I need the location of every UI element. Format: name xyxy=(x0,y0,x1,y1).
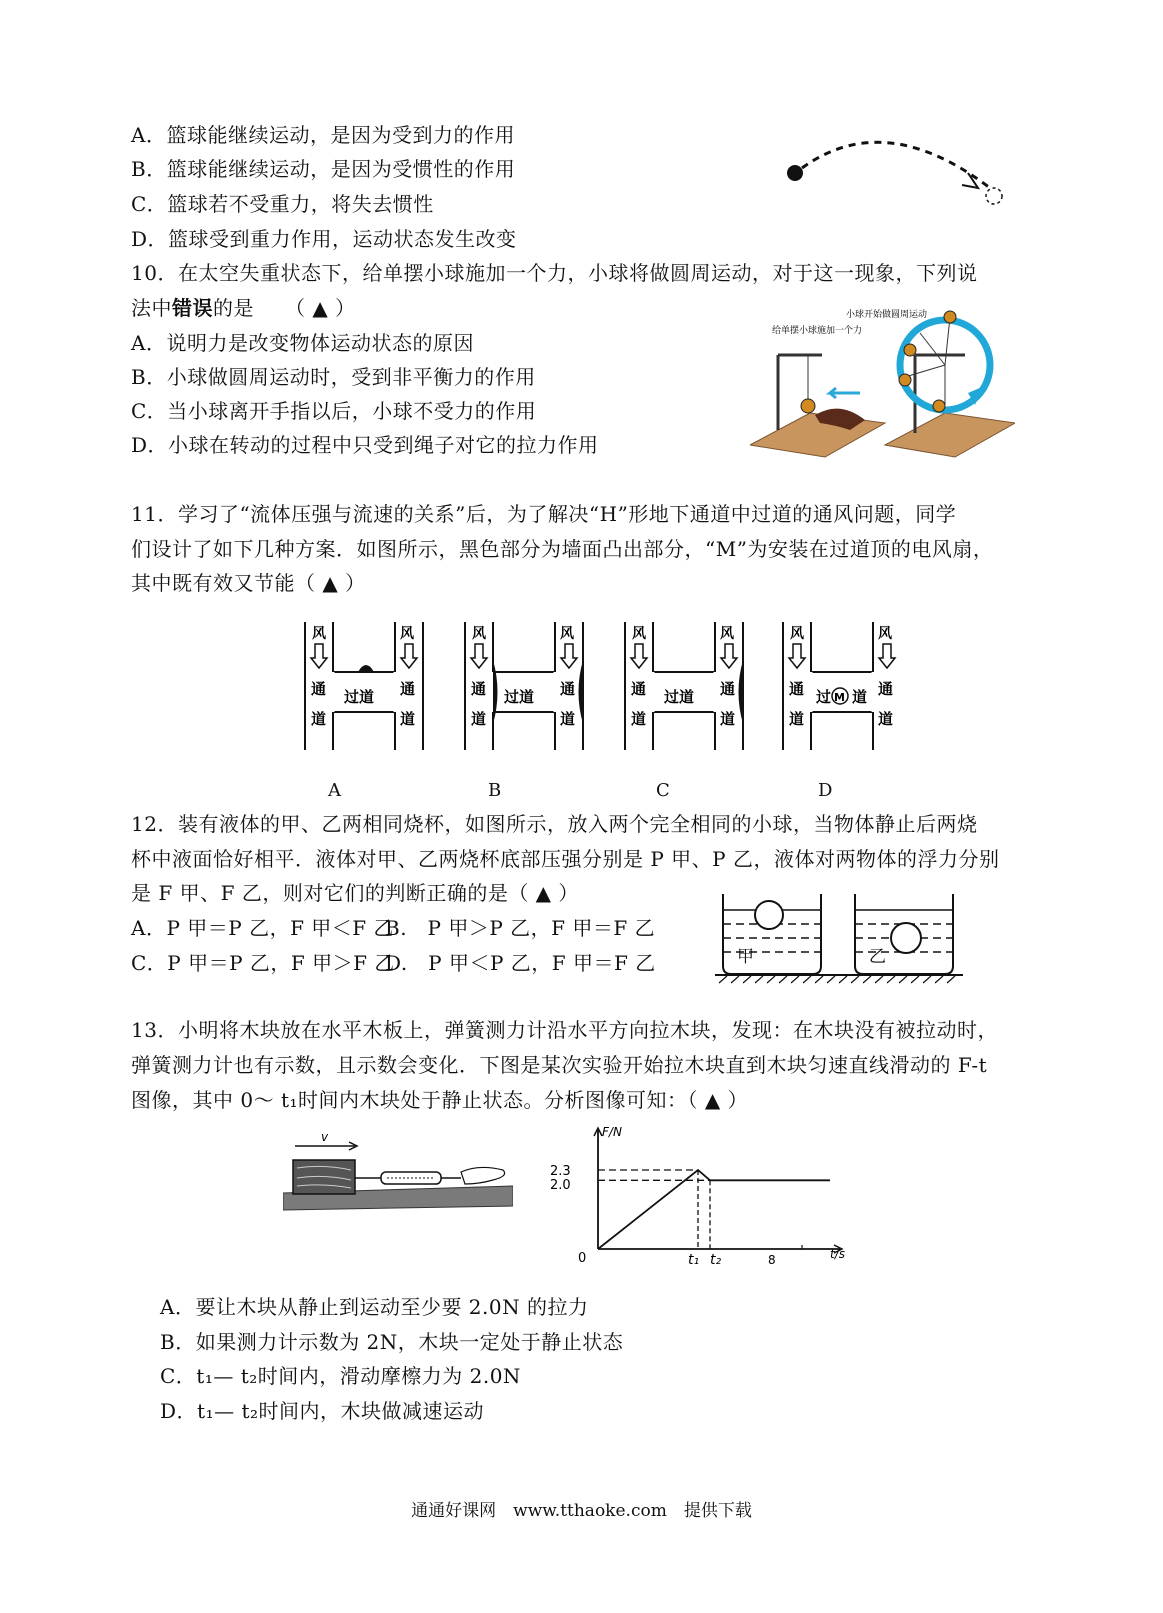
basketball-icon xyxy=(787,165,803,181)
graph-y-label: F/N xyxy=(602,1125,622,1139)
beakers-figure xyxy=(715,888,965,988)
svg-text:通: 通 xyxy=(878,680,894,698)
q10-stem-line2 xyxy=(131,291,356,325)
svg-text:道: 道 xyxy=(878,710,894,728)
graph-ytick-2-3: 2.3 xyxy=(550,1164,571,1179)
svg-text:通: 通 xyxy=(560,680,576,698)
wind-arrow-icon xyxy=(561,644,577,668)
q9-option-d: D．篮球受到重力作用，运动状态发生改变 xyxy=(131,227,517,251)
vent-diagram-A xyxy=(305,622,423,750)
pendulum-right-caption: 小球开始做圆周运动 xyxy=(846,310,928,320)
svg-text:道: 道 xyxy=(720,710,736,728)
q11-label-d xyxy=(818,780,832,801)
svg-text:通: 通 xyxy=(471,680,487,698)
wind-label-left: 风 xyxy=(632,626,646,642)
svg-text:过道: 过道 xyxy=(344,688,375,706)
wind-label-right: 风 xyxy=(400,626,414,642)
svg-text:通: 通 xyxy=(311,680,327,698)
graph-xtick-8: 8 xyxy=(768,1253,776,1267)
q13-option-b: B．如果测力计示数为 2N，木块一定处于静止状态 xyxy=(160,1330,624,1354)
q10-option-c: C．当小球离开手指以后，小球不受力的作用 xyxy=(131,399,537,423)
graph-x-label: t/s xyxy=(830,1247,845,1261)
beaker-label-jia: 甲 xyxy=(737,947,754,967)
q9-option-a: A．篮球能继续运动，是因为受到力的作用 xyxy=(131,123,515,147)
force-time-graph xyxy=(540,1122,860,1277)
vent-diagram-B xyxy=(465,622,583,750)
beaker-label-yi: 乙 xyxy=(869,947,886,967)
q9-option-c: C．篮球若不受重力，将失去惯性 xyxy=(131,192,434,216)
wind-arrow-icon xyxy=(879,644,895,668)
svg-text:通: 通 xyxy=(400,680,416,698)
q13-stem-line2: 弹簧测力计也有示数，且示数会变化．下图是某次实验开始拉木块直到木块匀速直线滑动的 F-t xyxy=(131,1053,988,1077)
q10-option-b: B．小球做圆周运动时，受到非平衡力的作用 xyxy=(131,365,536,389)
svg-text:道: 道 xyxy=(789,710,805,728)
q12-option-b: B. P 甲＞P 乙，F 甲＝F 乙 xyxy=(385,916,656,940)
q11-label-a xyxy=(328,780,341,801)
vent-diagram-D xyxy=(783,622,900,750)
q13-option-d: D．t₁— t₂时间内，木块做减速运动 xyxy=(160,1399,485,1423)
ventilation-figure xyxy=(300,620,900,755)
wind-label-right: 风 xyxy=(720,626,734,642)
svg-text:道: 道 xyxy=(631,710,647,728)
q12-option-c: C．P 甲＝P 乙，F 甲＞F 乙 xyxy=(131,951,395,975)
svg-text:通: 通 xyxy=(789,680,805,698)
q9-option-b: B．篮球能继续运动，是因为受惯性的作用 xyxy=(131,157,516,181)
graph-xtick-t1: t₁ xyxy=(688,1252,700,1268)
block-spring-figure xyxy=(283,1128,513,1213)
svg-text:道: 道 xyxy=(560,710,576,728)
svg-text:过道: 过道 xyxy=(504,688,535,706)
vent-diagram-C xyxy=(625,622,743,750)
q12-option-a: A．P 甲＝P 乙，F 甲＜F 乙 xyxy=(131,916,395,940)
wind-label-left: 风 xyxy=(790,626,804,642)
pendulum-figure xyxy=(750,305,1015,470)
q11-label-a-text: A xyxy=(328,780,341,801)
q12-stem-line3: 是 F 甲、F 乙，则对它们的判断正确的是（ ▲ ） xyxy=(131,881,579,905)
q11-stem-line3: 其中既有效又节能（ ▲ ） xyxy=(131,571,366,595)
q13-stem-line1: 13．小明将木块放在水平木板上，弹簧测力计沿水平方向拉木块，发现：在木块没有被拉动时， xyxy=(131,1018,998,1042)
force-curve xyxy=(598,1170,830,1249)
wind-label-left: 风 xyxy=(312,626,326,642)
velocity-label: v xyxy=(321,1130,329,1144)
q11-label-b xyxy=(488,780,501,801)
wind-arrow-icon xyxy=(401,644,417,668)
q12-stem-line1: 12．装有液体的甲、乙两相同烧杯，如图所示，放入两个完全相同的小球，当物体静止后两烧 xyxy=(131,812,978,836)
q11-stem-line1: 11．学习了“流体压强与流速的关系”后，为了解决“H”形地下通道中过道的通风问题，同学 xyxy=(131,502,957,526)
graph-ytick-2-0: 2.0 xyxy=(550,1178,571,1193)
svg-text:道: 道 xyxy=(311,710,327,728)
wind-arrow-icon xyxy=(311,644,327,668)
pendulum-left-caption: 给单摆小球施加一个力 xyxy=(772,326,863,336)
svg-text:过道: 过道 xyxy=(664,688,695,706)
page-footer: 通通好课网 www.tthaoke.com 提供下载 xyxy=(411,1501,752,1521)
q10-option-a: A．说明力是改变物体运动状态的原因 xyxy=(131,331,474,355)
wind-label-right: 风 xyxy=(560,626,574,642)
wind-arrow-icon xyxy=(631,644,647,668)
q10-stem-part1: 法中 xyxy=(131,296,172,320)
svg-text:道: 道 xyxy=(852,688,868,706)
q13-option-a: A．要让木块从静止到运动至少要 2.0N 的拉力 xyxy=(160,1295,589,1319)
basketball-trajectory-figure xyxy=(780,118,1020,218)
wind-label-left: 风 xyxy=(472,626,486,642)
q11-label-c-text: C xyxy=(656,780,670,801)
q10-option-d: D．小球在转动的过程中只受到绳子对它的拉力作用 xyxy=(131,433,599,457)
q10-stem-emphasis: 错误 xyxy=(172,296,213,320)
q11-label-b-text: B xyxy=(488,780,502,801)
wind-arrow-icon xyxy=(789,644,805,668)
q11-stem-line2: 们设计了如下几种方案．如图所示，黑色部分为墙面凸出部分，“M”为安装在过道顶的电风扇， xyxy=(131,537,994,561)
svg-text:道: 道 xyxy=(400,710,416,728)
q12-option-d: D. P 甲＜P 乙，F 甲＝F 乙 xyxy=(385,951,656,975)
q10-stem-line1: 10．在太空失重状态下，给单摆小球施加一个力，小球将做圆周运动，对于这一现象，下列说 xyxy=(131,261,978,285)
svg-text:道: 道 xyxy=(471,710,487,728)
q12-stem-line2: 杯中液面恰好相平．液体对甲、乙两烧杯底部压强分别是 P 甲、P 乙，液体对两物体的浮力分别 xyxy=(131,847,1000,871)
q13-stem-line3: 图像，其中 0～ t₁时间内木块处于静止状态。分析图像可知：（ ▲ ） xyxy=(131,1088,749,1112)
svg-text:通: 通 xyxy=(631,680,647,698)
wind-label-right: 风 xyxy=(878,626,892,642)
graph-xtick-t2: t₂ xyxy=(710,1252,722,1268)
q10-stem-part3: 的是 （ ▲ ） xyxy=(213,296,356,320)
wind-arrow-icon xyxy=(471,644,487,668)
q11-label-d-text: D xyxy=(818,780,833,801)
svg-text:通: 通 xyxy=(720,680,736,698)
q13-option-c: C．t₁— t₂时间内，滑动摩檫力为 2.0N xyxy=(160,1364,521,1388)
svg-text:过: 过 xyxy=(816,688,832,706)
q11-label-c xyxy=(656,780,670,801)
svg-text:M: M xyxy=(834,691,845,704)
wind-arrow-icon xyxy=(721,644,737,668)
graph-origin: 0 xyxy=(578,1251,587,1266)
